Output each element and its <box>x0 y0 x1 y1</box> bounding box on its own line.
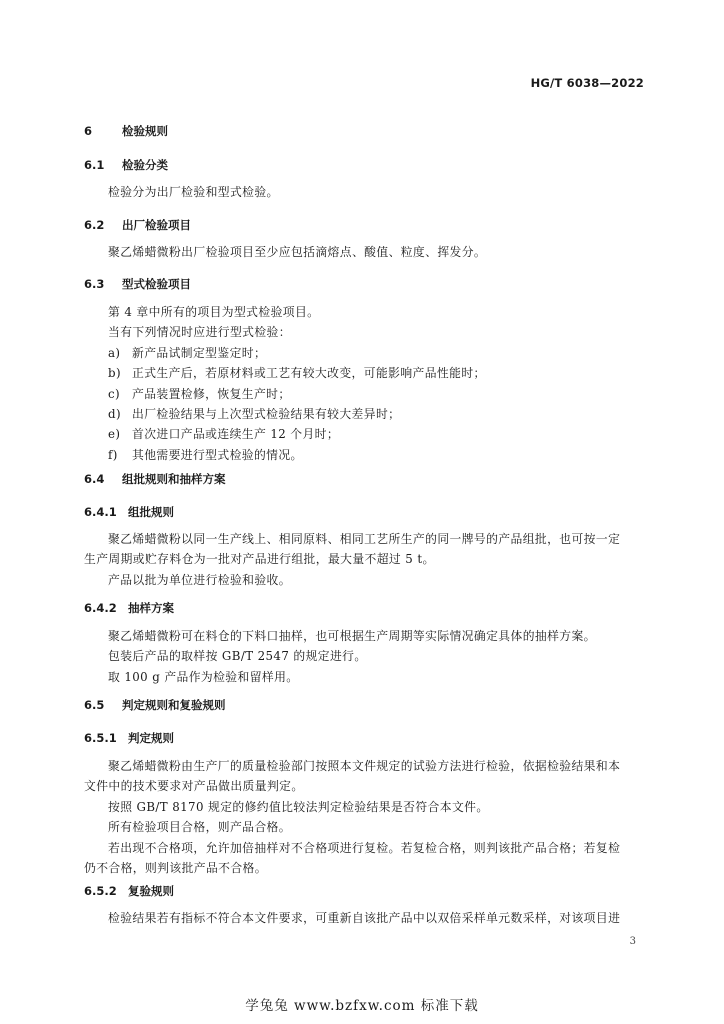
section-title: 复验规则 <box>128 884 174 898</box>
list-item <box>84 404 646 424</box>
list-marker: c) <box>108 386 121 401</box>
paragraph-line: 取 100 g 产品作为检验和留样用。 <box>108 669 299 684</box>
paragraph-line: 聚乙烯蜡微粉可在料仓的下料口抽样，也可根据生产周期等实际情况确定具体的抽样方案。 <box>108 629 596 643</box>
paragraph-line: 文件中的技术要求对产品做出质量判定。 <box>84 779 304 794</box>
paragraph-line: 生产周期或贮存料仓为一批对产品进行组批，最大量不超过 5 t。 <box>84 552 435 567</box>
paragraph-line: 聚乙烯蜡微粉出厂检验项目至少应包括滴熔点、酸值、粒度、挥发分。 <box>108 245 487 259</box>
paragraph-line: 检验结果若有指标不符合本文件要求，可重新自该批产品中以双倍采样单元数采样，对该项目进 <box>108 911 621 925</box>
list-item <box>84 424 646 444</box>
paragraph-6-5-1 <box>84 756 646 878</box>
list-marker: e) <box>108 427 121 442</box>
paragraph-line: 包装后产品的取样按 GB/T 2547 的规定进行。 <box>108 649 367 664</box>
section-number: 6.1 <box>84 158 105 172</box>
paragraph-line: 检验分为出厂检验和型式检验。 <box>108 185 279 199</box>
heading-section-6-1 <box>84 158 168 172</box>
paragraph-line: 当有下列情况时应进行型式检验： <box>108 325 291 340</box>
section-number: 6.4.2 <box>84 601 117 615</box>
section-title: 判定规则 <box>128 731 174 745</box>
paragraph-line: 聚乙烯蜡微粉以同一生产线上、相同原料、相同工艺所生产的同一牌号的产品组批，也可按一定 <box>108 532 621 546</box>
paragraph-line: 第 4 章中所有的项目为型式检验项目。 <box>108 305 320 319</box>
paragraph-6-2 <box>84 242 646 262</box>
paragraph-6-1 <box>84 182 646 202</box>
heading-section-6-5-2 <box>84 884 174 898</box>
paragraph-line: 仍不合格，则判该批产品不合格。 <box>84 861 267 876</box>
list-text: 正式生产后，若原材料或工艺有较大改变，可能影响产品性能时； <box>132 366 486 381</box>
list-item <box>84 363 646 383</box>
heading-section-6-4-2 <box>84 601 174 615</box>
section-title: 组批规则和抽样方案 <box>122 472 226 486</box>
section-number: 6.5.1 <box>84 731 117 745</box>
paragraph-line: 聚乙烯蜡微粉由生产厂的质量检验部门按照本文件规定的试验方法进行检验，依据检验结果和本 <box>108 759 621 773</box>
heading-section-6-5 <box>84 698 226 712</box>
section-title: 检验分类 <box>122 158 168 172</box>
list-marker: a) <box>108 345 121 360</box>
section-title: 型式检验项目 <box>122 277 191 291</box>
section-number: 6.5.2 <box>84 884 117 898</box>
list-marker: d) <box>108 407 121 422</box>
list-text: 其他需要进行型式检验的情况。 <box>132 447 303 462</box>
list-text: 出厂检验结果与上次型式检验结果有较大差异时； <box>132 407 401 422</box>
section-title: 抽样方案 <box>128 601 174 615</box>
standard-code: HG/T 6038—2022 <box>530 76 644 90</box>
paragraph-6-4-2 <box>84 626 646 687</box>
heading-section-6-3 <box>84 277 191 291</box>
paragraph-line: 产品以批为单位进行检验和验收。 <box>108 572 291 587</box>
section-title: 检验规则 <box>122 124 168 138</box>
heading-section-6-2 <box>84 218 191 232</box>
footer-watermark: 学兔兔 www.bzfxw.com 标准下载 <box>245 998 479 1014</box>
heading-section-6-4-1 <box>84 505 174 519</box>
section-number: 6 <box>84 124 93 138</box>
list-item <box>84 384 646 404</box>
paragraph-line: 按照 GB/T 8170 规定的修约值比较法判定检验结果是否符合本文件。 <box>108 799 489 814</box>
paragraph-6-5-2 <box>84 908 646 928</box>
section-number: 6.4.1 <box>84 505 117 519</box>
section-number: 6.3 <box>84 277 105 291</box>
heading-section-6-5-1 <box>84 731 174 745</box>
list-marker: f) <box>108 447 118 462</box>
page-number: 3 <box>629 936 636 947</box>
section-title: 判定规则和复验规则 <box>122 698 226 712</box>
section-number: 6.4 <box>84 472 105 486</box>
list-text: 新产品试制定型鉴定时； <box>132 345 267 360</box>
paragraph-6-3 <box>84 302 646 465</box>
section-number: 6.2 <box>84 218 105 232</box>
paragraph-line: 若出现不合格项，允许加倍抽样对不合格项进行复检。若复检合格，则判该批产品合格；若复检 <box>108 840 621 855</box>
paragraph-6-4-1 <box>84 529 646 590</box>
heading-section-6-4 <box>84 472 226 486</box>
section-title: 出厂检验项目 <box>122 218 191 232</box>
heading-section-6 <box>84 124 168 138</box>
list-marker: b) <box>108 366 121 381</box>
list-item <box>84 445 646 465</box>
list-text: 产品装置检修，恢复生产时； <box>132 386 291 401</box>
list-item <box>84 343 646 363</box>
list-text: 首次进口产品或连续生产 12 个月时； <box>132 427 340 442</box>
paragraph-line: 所有检验项目合格，则产品合格。 <box>108 820 291 835</box>
section-title: 组批规则 <box>128 505 174 519</box>
section-number: 6.5 <box>84 698 105 712</box>
